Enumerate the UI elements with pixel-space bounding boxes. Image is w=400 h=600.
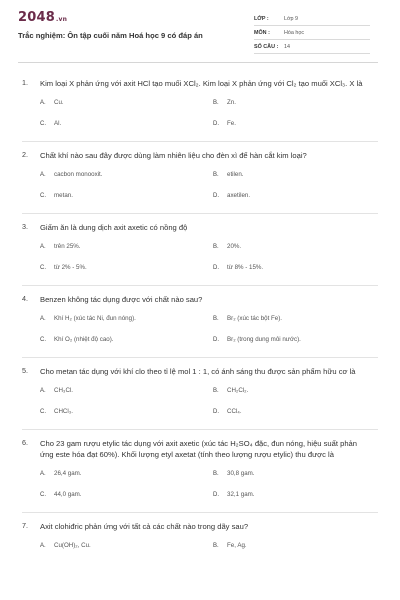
meta-row — [254, 42, 370, 54]
option-text: 32,1 gam. — [227, 491, 255, 498]
question-list — [0, 78, 400, 563]
option-label: A. — [40, 316, 46, 322]
option-text: axetilen. — [227, 192, 251, 199]
answer-options — [40, 315, 372, 347]
option-row — [40, 171, 372, 182]
answer-option[interactable] — [213, 542, 247, 549]
brand-suffix: .vn — [55, 16, 68, 23]
answer-options — [40, 387, 372, 419]
option-label: D. — [213, 409, 219, 415]
answer-options — [40, 542, 372, 553]
answer-option[interactable] — [40, 243, 80, 250]
option-text: Br₂ (trong dung môi nước). — [227, 336, 301, 343]
answer-option[interactable] — [40, 192, 73, 199]
option-text: trên 25%. — [54, 243, 81, 250]
option-text: Fe. — [227, 120, 236, 127]
question-divider — [22, 512, 378, 513]
answer-option[interactable] — [213, 120, 236, 127]
answer-option[interactable] — [40, 491, 82, 498]
option-text: từ 2% - 5%. — [54, 264, 87, 271]
option-label: B. — [213, 100, 219, 106]
question-text: Giấm ăn là dung dịch axit axetic có nồng độ — [40, 223, 188, 232]
header — [0, 0, 400, 62]
option-label: C. — [40, 409, 46, 415]
question-divider — [22, 213, 378, 214]
option-label: A. — [40, 172, 46, 178]
option-label: B. — [213, 388, 219, 394]
option-row — [40, 243, 372, 254]
answer-option[interactable] — [40, 470, 82, 477]
answer-option[interactable] — [40, 408, 73, 415]
option-label: D. — [213, 121, 219, 127]
option-row — [40, 99, 372, 110]
option-text: Br₂ (xúc tác bột Fe). — [227, 315, 283, 322]
option-text: từ 8% - 15%. — [227, 264, 264, 271]
option-text: CH₃Cl. — [54, 387, 74, 394]
answer-option[interactable] — [213, 171, 244, 178]
question-2 — [0, 150, 400, 203]
question-text: Kim loại X phản ứng với axit HCl tạo muối XCl₂. Kim loại X phản ứng với Cl₂ tạo muối XCl₃. X là — [40, 79, 363, 88]
option-text: 20%. — [227, 243, 242, 250]
option-label: C. — [40, 337, 46, 343]
option-label: D. — [213, 337, 219, 343]
option-row — [40, 192, 372, 203]
option-label: D. — [213, 193, 219, 199]
answer-option[interactable] — [40, 315, 136, 322]
option-label: C. — [40, 492, 46, 498]
option-text: Fe, Ag. — [227, 542, 247, 549]
question-divider — [22, 141, 378, 142]
question-divider — [22, 357, 378, 358]
option-text: cacbon monooxit. — [54, 171, 103, 178]
meta-key: MÔN : — [254, 30, 270, 36]
answer-option[interactable] — [213, 491, 255, 498]
option-row — [40, 542, 372, 553]
option-label: B. — [213, 244, 219, 250]
option-text: Al. — [54, 120, 62, 127]
answer-option[interactable] — [40, 264, 87, 271]
option-label: A. — [40, 244, 46, 250]
meta-table — [254, 14, 370, 56]
question-divider — [22, 285, 378, 286]
option-label: B. — [213, 316, 219, 322]
answer-option[interactable] — [40, 99, 64, 106]
question-number: 7. — [22, 521, 28, 530]
question-number: 1. — [22, 78, 28, 87]
option-text: 44,0 gam. — [54, 491, 82, 498]
answer-option[interactable] — [213, 264, 263, 271]
option-label: C. — [40, 193, 46, 199]
option-label: B. — [213, 543, 219, 549]
question-text: Cho 23 gam rượu etylic tác dụng với axit axetic (xúc tác H₂SO₄ đặc, đun nóng, hiệu suất phản ứng este hóa đạt 60%). Khối lượng etyl axetat (tính theo lượng rượu etylic) thu được là — [40, 439, 357, 459]
option-row — [40, 336, 372, 347]
option-text: Cu. — [54, 99, 64, 106]
option-row — [40, 387, 372, 398]
answer-option[interactable] — [213, 387, 248, 394]
answer-option[interactable] — [213, 336, 301, 343]
option-row — [40, 470, 372, 481]
meta-value: 14 — [284, 44, 290, 50]
question-number: 4. — [22, 294, 28, 303]
answer-option[interactable] — [40, 387, 73, 394]
answer-options — [40, 99, 372, 131]
question-number: 3. — [22, 222, 28, 231]
option-label: B. — [213, 172, 219, 178]
option-text: 30,8 gam. — [227, 470, 255, 477]
question-7 — [0, 521, 400, 553]
answer-options — [40, 243, 372, 275]
header-divider — [18, 62, 378, 63]
option-text: Zn. — [227, 99, 236, 106]
question-1 — [0, 78, 400, 131]
question-text: Axit clohiđric phản ứng với tất cả các chất nào trong dãy sau? — [40, 522, 249, 531]
option-text: 26,4 gam. — [54, 470, 82, 477]
answer-options — [40, 470, 372, 502]
option-row — [40, 491, 372, 502]
question-number: 6. — [22, 438, 28, 447]
meta-value: Lớp 9 — [284, 16, 299, 22]
option-text: Khí H₂ (xúc tác Ni, đun nóng). — [54, 315, 136, 322]
option-row — [40, 315, 372, 326]
option-text: metan. — [54, 192, 73, 199]
meta-row — [254, 14, 370, 26]
option-row — [40, 408, 372, 419]
option-text: CHCl₃. — [54, 408, 74, 415]
answer-option[interactable] — [40, 336, 114, 343]
option-label: A. — [40, 388, 46, 394]
page-title: Trắc nghiệm: Ôn tập cuối năm Hoá học 9 có đáp án — [18, 31, 203, 40]
meta-value: Hóa học — [284, 30, 305, 36]
answer-option[interactable] — [213, 192, 250, 199]
answer-option[interactable] — [213, 408, 242, 415]
brand-name: 2048 — [18, 10, 55, 25]
question-5 — [0, 366, 400, 419]
option-label: A. — [40, 100, 46, 106]
option-text: CH₂Cl₂. — [227, 387, 249, 394]
option-label: D. — [213, 492, 219, 498]
option-text: etilen. — [227, 171, 244, 178]
option-label: B. — [213, 471, 219, 477]
option-text: Cu(OH)₂, Cu. — [54, 542, 91, 549]
option-label: A. — [40, 471, 46, 477]
answer-option[interactable] — [40, 542, 91, 549]
option-row — [40, 120, 372, 131]
question-text: Cho metan tác dụng với khí clo theo tỉ lệ mol 1 : 1, có ánh sáng thu được sản phẩm hữu cơ là — [40, 367, 356, 376]
question-number: 5. — [22, 366, 28, 375]
option-label: A. — [40, 543, 46, 549]
option-label: C. — [40, 121, 46, 127]
question-text: Benzen không tác dụng được với chất nào sau? — [40, 295, 203, 304]
option-text: CCl₄. — [227, 408, 242, 415]
answer-option[interactable] — [213, 315, 282, 322]
question-4 — [0, 294, 400, 347]
option-text: Khí O₂ (nhiệt độ cao). — [54, 336, 114, 343]
answer-option[interactable] — [40, 171, 103, 178]
meta-key: LỚP : — [254, 16, 269, 22]
question-divider — [22, 429, 378, 430]
option-label: D. — [213, 265, 219, 271]
answer-option[interactable] — [213, 99, 236, 106]
answer-option[interactable] — [213, 243, 241, 250]
option-label: C. — [40, 265, 46, 271]
meta-key: SỐ CÂU : — [254, 44, 279, 50]
question-text: Chất khí nào sau đây được dùng làm nhiên liệu cho đèn xì để hàn cắt kim loại? — [40, 151, 307, 160]
question-6 — [0, 438, 400, 502]
answer-option[interactable] — [40, 120, 61, 127]
question-number: 2. — [22, 150, 28, 159]
meta-row — [254, 28, 370, 40]
question-3 — [0, 222, 400, 275]
answer-option[interactable] — [213, 470, 255, 477]
option-row — [40, 264, 372, 275]
answer-options — [40, 171, 372, 203]
